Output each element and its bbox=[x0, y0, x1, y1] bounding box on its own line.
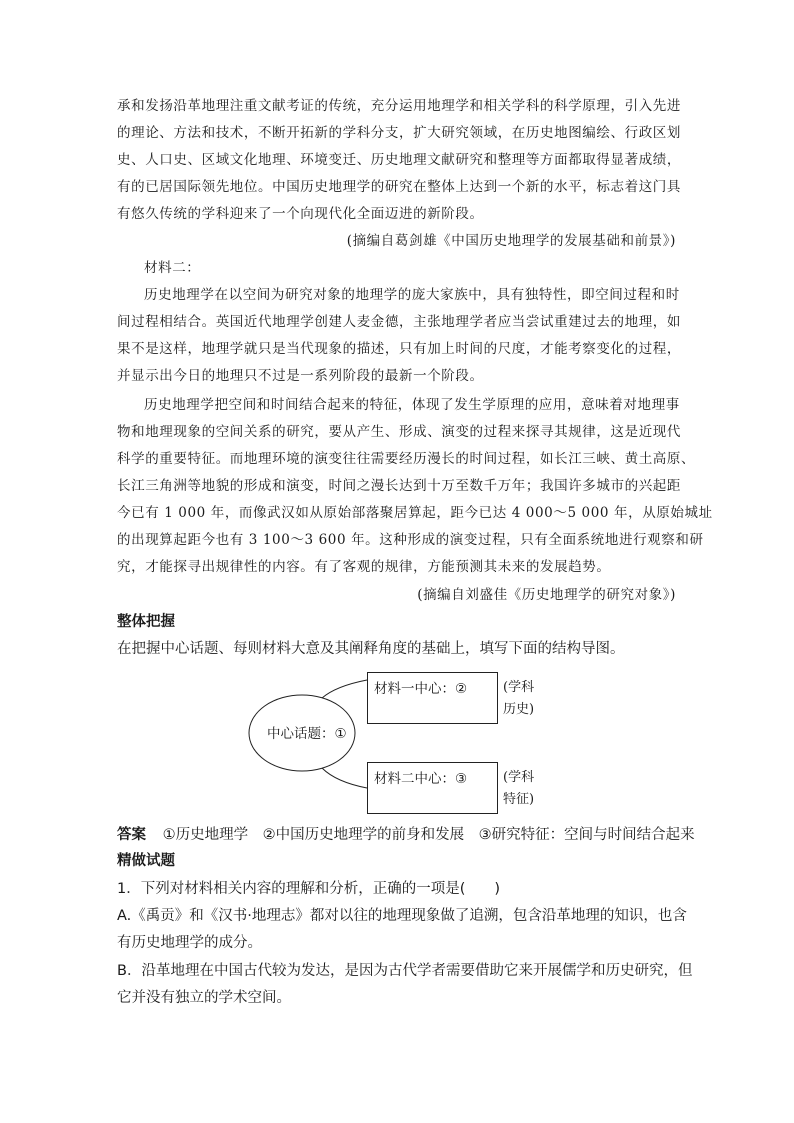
material2-para1-line-1: 历史地理学在以空间为研究对象的地理学的庞大家族中，具有独特性，即空间过程和时 bbox=[144, 287, 680, 303]
practice-title: 精做试题 bbox=[117, 853, 175, 869]
answer-text: ①历史地理学 ②中国历史地理学的前身和发展 ③研究特征：空间与时间结合起来 bbox=[162, 827, 695, 843]
material1-line-2: 的理论、方法和技术，不断开拓新的学科分支，扩大研究领域，在历史地图编绘、行政区划 bbox=[117, 125, 681, 141]
box1-note-line-2: 历史) bbox=[503, 702, 535, 717]
overview-instruction: 在把握中心话题、每则材料大意及其阐释角度的基础上，填写下面的结构导图。 bbox=[117, 641, 625, 657]
option-b-line-2: 它并没有独立的学术空间。 bbox=[117, 990, 291, 1006]
material2-center-label: 材料二中心：③ bbox=[374, 771, 468, 787]
option-a-line-2: 有历史地理学的成分。 bbox=[117, 935, 262, 951]
box1-note-line-1: (学科 bbox=[503, 680, 535, 695]
material2-para1-line-4: 并显示出今日的地理只不过是一系列阶段的最新一个阶段。 bbox=[117, 368, 484, 384]
material2-source: (摘编自刘盛佳《历史地理学的研究对象》) bbox=[417, 587, 676, 603]
material1-line-1: 承和发扬沿革地理注重文献考证的传统，充分运用地理学和相关学科的科学原理，引入先进 bbox=[117, 98, 681, 114]
material2-para2-line-7: 究，才能探寻出规律性的内容。有了客观的规律，方能预测其未来的发展趋势。 bbox=[117, 559, 611, 575]
connector-lower bbox=[322, 768, 367, 788]
material2-para2-line-2: 物和地理现象的空间关系的研究，要从产生、形成、演变的过程来探寻其规律，这是近现代 bbox=[117, 424, 681, 440]
connector-upper bbox=[322, 680, 367, 698]
material2-para1-line-3: 果不是这样，地理学就只是当代现象的描述，只有加上时间的尺度，才能考察变化的过程， bbox=[117, 341, 681, 357]
material1-line-4: 有的已居国际领先地位。中国历史地理学的研究在整体上达到一个新的水平，标志着这门具 bbox=[117, 179, 681, 195]
material2-heading: 材料二： bbox=[144, 260, 201, 276]
material2-para2-line-1: 历史地理学把空间和时间结合起来的特征，体现了发生学原理的应用，意味着对地理事 bbox=[144, 397, 680, 413]
question-1: 1．下列对材料相关内容的理解和分析，正确的一项是( ) bbox=[117, 881, 501, 897]
box2-note-line-2: 特征) bbox=[503, 792, 535, 807]
material1-line-5: 有悠久传统的学科迎来了一个向现代化全面迈进的新阶段。 bbox=[117, 206, 484, 222]
material1-center-label: 材料一中心：② bbox=[374, 681, 468, 697]
material2-para2-line-5: 今已有 1 000 年，而像武汉如从原始部落聚居算起，距今已达 4 000～5 000 年，从原始城址 bbox=[117, 505, 713, 521]
material1-line-3: 史、人口史、区域文化地理、环境变迁、历史地理文献研究和整理等方面都取得显著成绩， bbox=[117, 152, 681, 168]
box2-note-line-1: (学科 bbox=[503, 770, 535, 785]
material1-center-box bbox=[367, 672, 498, 724]
material1-source: (摘编自葛剑雄《中国历史地理学的发展基础和前景》) bbox=[346, 233, 676, 249]
answer-label: 答案 bbox=[117, 827, 146, 843]
material2-para2-line-6: 的出现算起距今也有 3 100～3 600 年。这种形成的演变过程，只有全面系统地进行观察和研 bbox=[117, 532, 704, 548]
option-b-line-1: B．沿革地理在中国古代较为发达，是因为古代学者需要借助它来开展儒学和历史研究，但 bbox=[117, 963, 693, 979]
material2-para2-line-4: 长江三角洲等地貌的形成和演变，时间之漫长达到十万至数千万年；我国许多城市的兴起距 bbox=[117, 478, 681, 494]
material2-para1-line-2: 间过程相结合。英国近代地理学创建人麦金德，主张地理学者应当尝试重建过去的地理，如 bbox=[117, 314, 681, 330]
option-a-line-1: A.《禹贡》和《汉书·地理志》都对以往的地理现象做了追溯，包含沿革地理的知识，也含 bbox=[117, 908, 687, 924]
answer-row bbox=[117, 825, 695, 845]
overview-title: 整体把握 bbox=[117, 614, 175, 630]
material2-center-box bbox=[367, 762, 498, 814]
center-topic-label: 中心话题：① bbox=[267, 726, 347, 742]
material2-para2-line-3: 科学的重要特征。而地理环境的演变往往需要经历漫长的时间过程，如长江三峡、黄土高原、 bbox=[117, 451, 696, 467]
